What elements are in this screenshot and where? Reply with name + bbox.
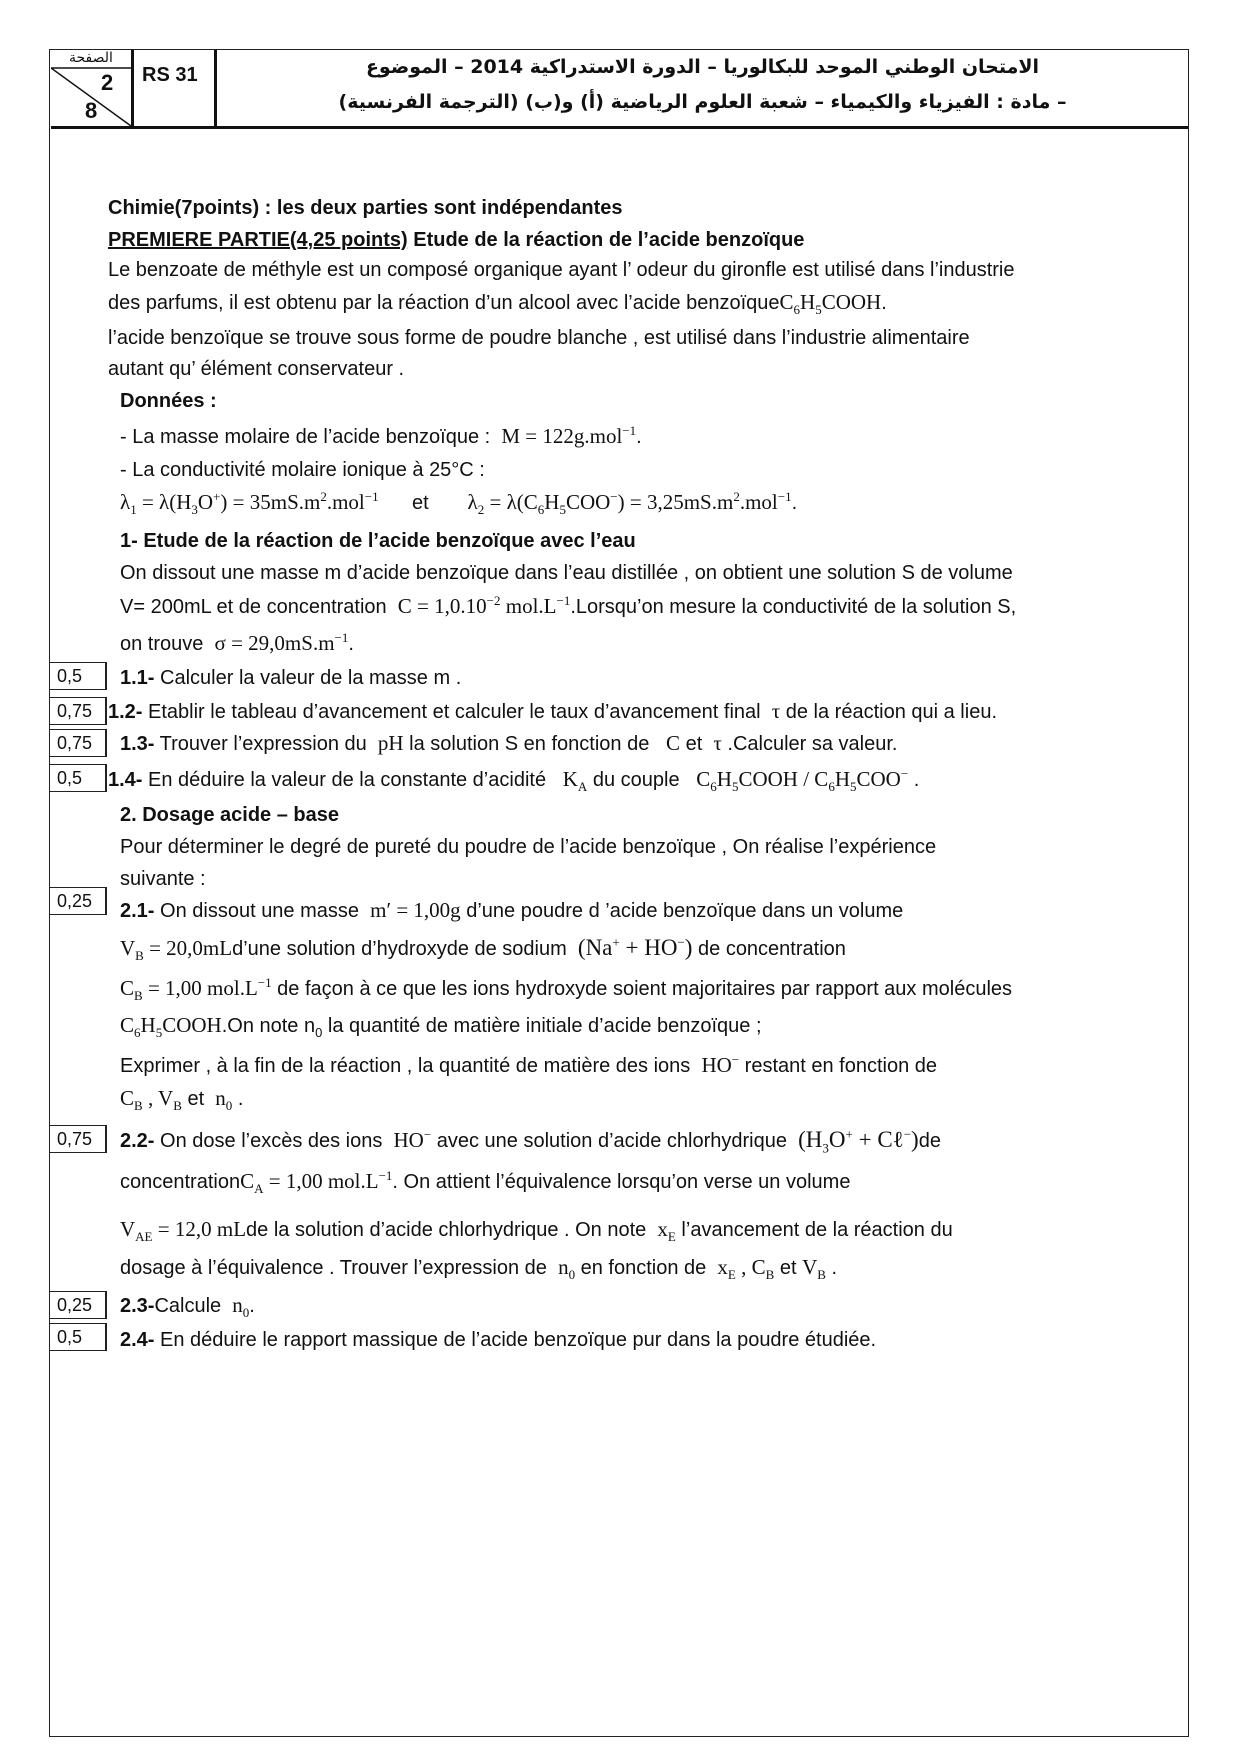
concentration-cb-text: = 1,00 mol.L [147,976,258,1000]
volume-vb-text: = 20,0mL [149,936,233,960]
page-total: 8 [85,98,98,123]
question-1-4-b: du couple [587,769,680,791]
question-2-2-a: On dose l’excès des ions [154,1130,383,1152]
score-q1-3: 0,75 [49,729,107,757]
question-1-3-number: 1.3- [120,733,155,755]
lambda-et: et [411,492,429,514]
question-2-2-e: . On attient l’équivalence lorsqu’on verse un volume [392,1171,851,1193]
page-number-box [51,50,134,126]
lambda1-value: 35mS.m [249,490,321,514]
sodium-hydroxide-formula: (Na+ + HO−) [577,934,693,960]
sigma-value: $\sigma = 29,0mS.m^{-1}$ [214,630,349,655]
question-2-4-number: 2.4- [120,1329,155,1351]
section1-heading: 1- Etude de la réaction de l’acide benzoïque avec l’eau [120,530,636,552]
question-2-2-number: 2.2- [120,1130,155,1152]
question-2-1-line-6: $C_B$ , $V_B$ et $n_0$ . [120,1086,244,1114]
question-1-2 [108,699,997,724]
lambda1-formula: $\lambda_1 = \lambda(H_3O^+) = 35mS.m^2.mol^{-1}$ [120,489,379,518]
question-2-2-i: en fonction de [575,1257,707,1279]
mass-m-prime: m′ = 1,00g [370,898,461,922]
question-2-1-i: restant en fonction de [739,1055,938,1077]
section2-para-2: suivante : [120,868,206,890]
data-lambda-line: $\lambda_1 = \lambda(H_3O^+) = 35mS.m^2.mol^{-1}$ et $\lambda_2 = \lambda(C_6H_5COO^-) = 3,25mS.m^2.mol^{-1}$. [120,489,798,518]
question-2-2-d: concentration [120,1171,241,1193]
section1-para-3: on trouve $\sigma = 29,0mS.m^{-1}$. [120,630,354,655]
lambda2-value: 3,25mS.m [646,490,734,514]
question-2-2-line-1 [120,1126,941,1156]
data-molar-mass: - La masse molaire de l’acide benzoïque : M = 122g.mol$^{-1}$. [120,423,642,448]
question-2-2-g: l’avancement de la réaction du [675,1219,953,1241]
question-2-1-h: Exprimer , à la fin de la réaction , la quantité de matière des ions [120,1055,691,1077]
section2-para-1: Pour déterminer le degré de pureté du poudre de l’acide benzoïque , On réalise l’expérience [120,836,937,858]
volume-vae-text: = 12,0 mL [157,1217,247,1241]
exam-title-box [217,50,1188,126]
ka-symbol: $K_A$ [562,767,588,795]
ph-symbol: pH [377,731,404,755]
question-2-2-j: et [779,1257,797,1279]
formula-benzoic-acid-2: $C_6H_5COOH$ [120,1013,222,1041]
concentration-cb: $C_B = 1,00$ $mol.L^{-1}$ [120,975,272,1004]
question-2-1-f: .On note n [221,1015,316,1037]
question-1-4-number: 1.4- [108,769,143,791]
tau-symbol-2: τ [713,731,722,755]
section1-para-2a: V= 200mL et de concentration [120,596,387,618]
question-1-3-a: Trouver l’expression du [154,733,367,755]
question-2-1-line-5 [120,1053,937,1078]
question-2-4-text: En déduire le rapport massique de l’acide benzoïque pur dans la poudre étudiée. [154,1329,877,1351]
section1-para-1: On dissout une masse m d’acide benzoïque dans l’eau distillée , on obtient une solution S de volume [120,562,1013,584]
question-1-4: 1.4- En déduire la valeur de la constante d’acidité $K_A$ du couple $C_6H_5COOH / C_6H_5COO^-$ . [108,766,920,795]
score-q2-3: 0,25 [49,1291,107,1319]
concentration-ca-text: = 1,00 mol.L [268,1169,379,1193]
section2-heading: 2. Dosage acide – base [120,804,340,826]
score-q2-2: 0,75 [49,1125,107,1153]
var-cb-vb: $C_B$ , $V_B$ [120,1086,182,1114]
exam-code-box [134,50,217,126]
question-2-1-line-3 [120,975,1013,1004]
formula-benzoic-acid: $C_6H_5COOH$ [779,290,882,318]
intro-line-3: l’acide benzoïque se trouve sous forme de poudre blanche , est utilisé dans l’industrie alimentaire [108,327,970,349]
question-2-3-text: Calcule [154,1295,222,1317]
part1-title: Etude de la réaction de l’acide benzoïque [407,229,805,251]
question-2-2-h: dosage à l’équivalence . Trouver l’expression de [120,1257,547,1279]
couple-formula: $C_6H_5COOH / C_6H_5COO^-$ [696,766,909,795]
concentration-c-text: C = 1,0.10 [397,594,487,618]
intro-line-2-text: des parfums, il est obtenu par la réaction d’un alcool avec l’acide benzoïque [108,292,780,314]
molar-mass-value: M = 122g.mol$^{-1}$ [501,423,637,448]
page-label: الصفحة [69,50,113,66]
question-2-2-line-4: dosage à l’équivalence . Trouver l’expression de $n_0$ en fonction de $x_E$ , $C_B$ et $V_B$ . [120,1255,838,1283]
question-1-3-c: et [680,733,703,755]
var-n0: $n_0$ [215,1086,233,1114]
question-1-1 [120,666,461,690]
question-2-1-a: On dissout une masse [154,900,360,922]
volume-vb: $V_B = 20,0mL$ [120,936,233,964]
intro-line-1: Le benzoate de méthyle est un composé organique ayant l’ odeur du gironfle est utilisé dans l’industrie [108,259,1015,281]
section1-para-3-text: on trouve [120,633,204,655]
question-2-3: 2.3-Calcule $n_0$. [120,1293,255,1321]
data-molar-mass-label: - La masse molaire de l’acide benzoïque : [120,426,491,448]
var-xe-cb: $x_E$ , $C_B$ [717,1255,775,1283]
ho-ion-2: HO− [393,1127,432,1152]
score-q1-1: 0,5 [49,662,107,690]
score-q1-2: 0,75 [49,697,107,725]
score-q2-1: 0,25 [49,887,107,915]
question-2-1-j: et [187,1088,205,1110]
data-conductivity-label: - La conductivité molaire ionique à 25°C : [120,459,485,481]
part1-label: PREMIERE PARTIE(4,25 points) [108,229,408,251]
question-1-3-d: .Calculer sa valeur. [721,733,898,755]
question-2-2-line-3 [120,1217,953,1245]
question-1-3 [120,731,897,756]
exam-title-line-2: – مادة : الفيزياء والكيمياء – شعبة العلوم الرياضية (أ) و(ب) (الترجمة الفرنسية) [338,91,1067,113]
molar-mass-text: M = 122g.mol [501,424,623,448]
intro-line-2: des parfums, il est obtenu par la réaction d’un alcool avec l’acide $benzoïqueC_6H_5COOH$. [108,290,887,318]
lambda2-formula: $\lambda_2 = \lambda(C_6H_5COO^-) = 3,25mS.m^2.mol^{-1}$ [467,489,792,518]
score-q2-4: 0,5 [49,1323,107,1351]
question-2-3-number: 2.3- [120,1295,155,1317]
exam-code: RS 31 [142,64,198,86]
question-1-1-text: Calculer la valeur de la masse m . [154,667,462,689]
question-1-2-number: 1.2- [108,701,143,723]
tau-symbol: τ [771,699,781,723]
var-n0-2: $n_0$ [558,1255,576,1283]
score-q1-4: 0,5 [49,764,107,792]
part1-heading [108,228,804,252]
var-xe: $x_E$ [657,1217,676,1245]
question-2-1-line-1 [120,898,903,923]
donnees-heading: Données : [120,390,217,412]
question-2-1-line-2 [120,934,846,964]
section1-para-2 [120,594,1016,619]
ho-ion: HO− [701,1052,740,1077]
question-1-2-end: de la réaction qui a lieu. [780,701,997,723]
question-1-2-text: Etablir le tableau d’avancement et calculer le taux d’avancement final [142,701,761,723]
question-2-1-b: d’une poudre d ’acide benzoïque dans un volume [460,900,904,922]
question-2-1-number: 2.1- [120,900,155,922]
exam-header [51,50,1188,129]
page-number: 2 [101,70,114,95]
question-2-1-e: de façon à ce que les ions hydroxyde soient majoritaires par rapport aux molécules [271,978,1013,1000]
question-2-1-d: de concentration [692,938,846,960]
question-2-2-b: avec une solution d’acide chlorhydrique [431,1130,787,1152]
question-2-1-c: d’une solution d’hydroxyde de sodium [232,938,567,960]
exam-title-line-1: الامتحان الوطني الموحد للبكالوريا – الدورة الاستدراكية 2014 – الموضوع [365,56,1040,78]
question-2-1-g: la quantité de matière initiale d’acide benzoïque ; [322,1015,762,1037]
concentration-ca: $C_A = 1,00$ $mol.L^{-1}$ [240,1168,393,1197]
question-1-3-b: la solution S en fonction de [403,733,650,755]
question-2-2-f: de la solution d’acide chlorhydrique . On note [246,1219,647,1241]
intro-line-4: autant qu’ élément conservateur . [108,358,405,380]
concentration-c: $C = 1,0.10^{-2}$ $mol.L^{-1}$ [397,593,571,618]
volume-vae: $V_{AE} = 12,0$ mL [120,1217,247,1245]
c-symbol: C [666,731,681,755]
sigma-text: σ = 29,0mS.m [214,631,335,655]
var-n0-3: $n_0$ [232,1293,250,1321]
hydrochloric-acid-formula: ($H_3O^+$ + Cℓ−) [798,1126,919,1156]
section1-para-2b: .Lorsqu’on mesure la conductivité de la solution S, [570,596,1017,618]
question-1-1-number: 1.1- [120,667,155,689]
question-1-4-a: En déduire la valeur de la constante d’acidité [142,769,547,791]
question-2-2-line-2 [120,1168,851,1197]
question-2-4 [120,1328,876,1352]
question-2-1-line-4: $C_6H_5COOH.On$ note $n_0$ la quantité de matière initiale d’acide benzoïque ; [120,1013,762,1041]
question-2-2-c: de [918,1130,941,1152]
chemistry-heading: Chimie(7points) : les deux parties sont indépendantes [108,197,623,219]
var-vb: $V_B$ [802,1255,826,1283]
